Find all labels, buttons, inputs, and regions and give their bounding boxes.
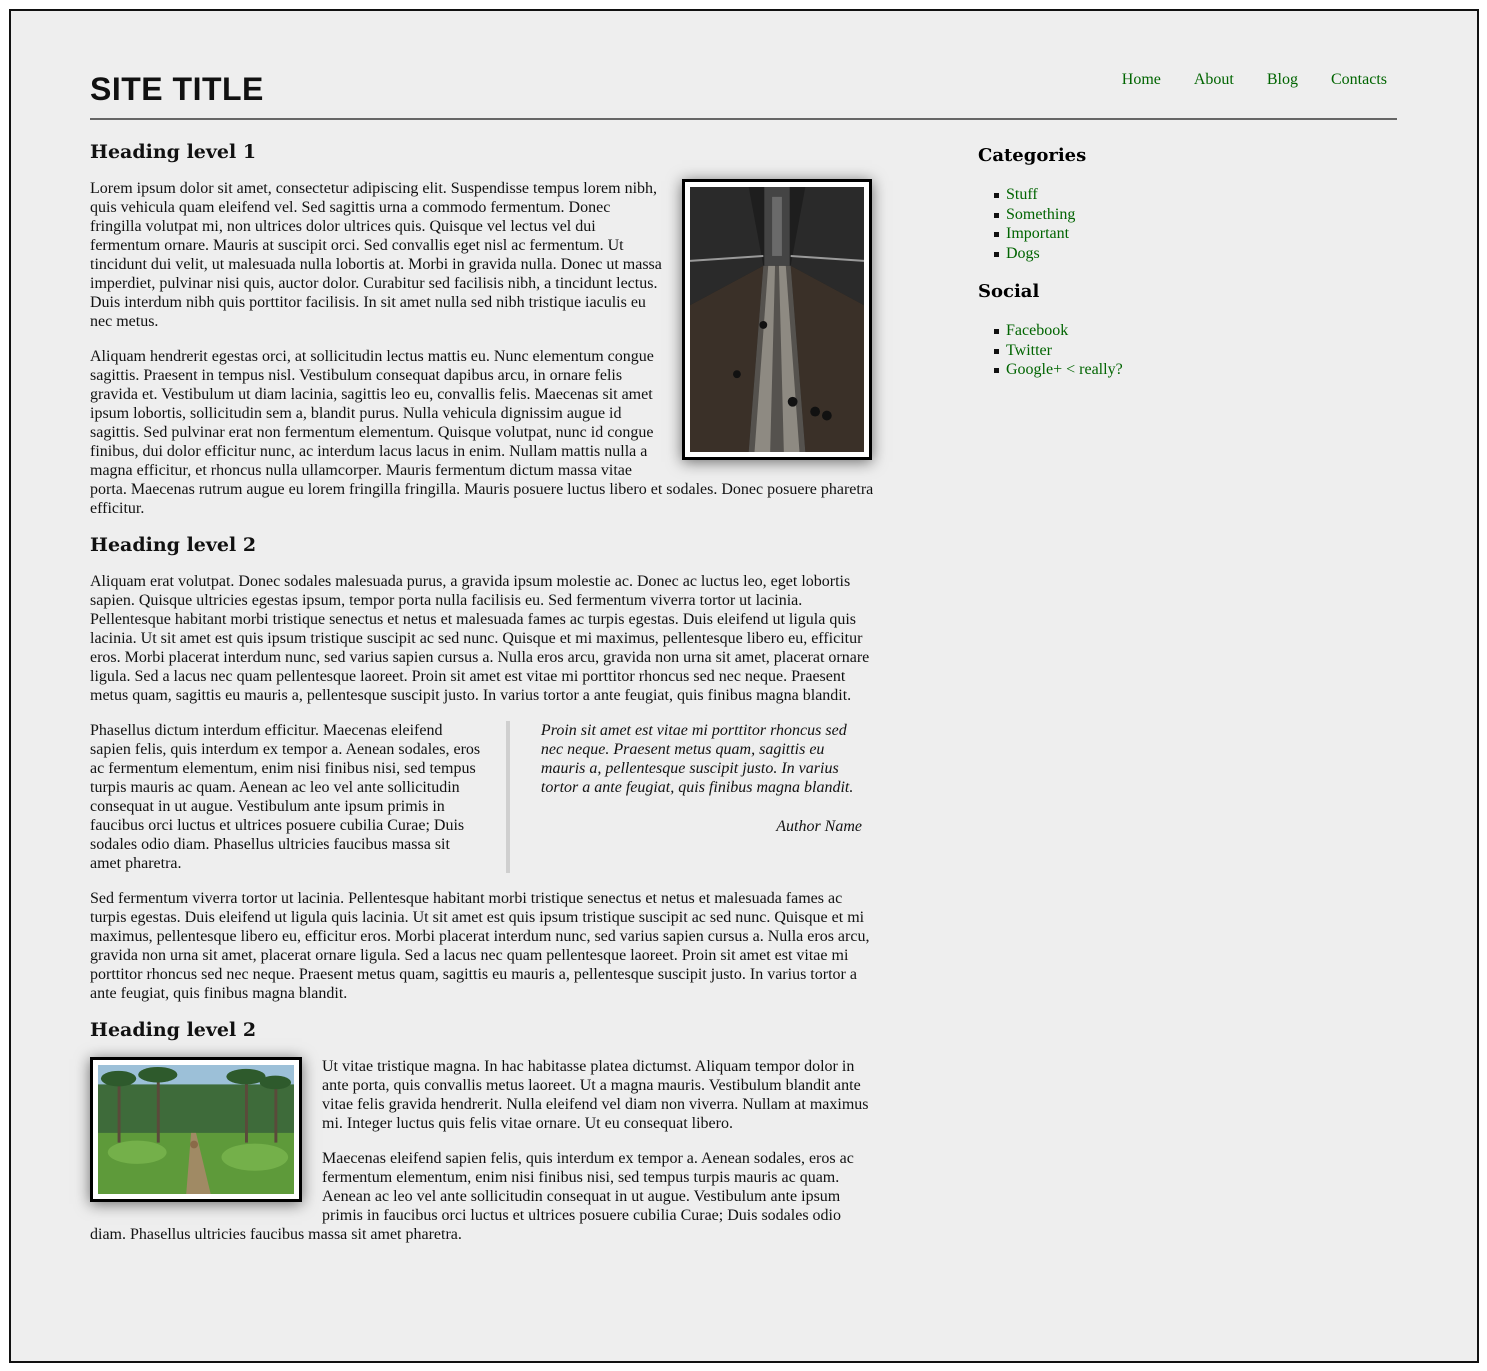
paragraph-4: Phasellus dictum interdum efficitur. Maecenas eleifend sapien felis, quis interdum ex tempor a. Aenean sodales, eros ac fermentum elementum, enim nisi finibus nisi, sed tempus turpis mauris ac quam. Aenean ac leo vel ante sollicitudin consequat in ut augue. Vestibulum ante ipsum primis in faucibus orci luctus et ultrices posuere cubilia Curae; Duis sodales odio diam. Phasellus ultricies faucibus massa sit amet pharetra. [90,722,481,872]
jungle-photo [90,1057,302,1202]
category-stuff[interactable]: Stuff [1006,186,1038,203]
social-twitter[interactable]: Twitter [1006,341,1052,359]
sidebar [978,145,1378,398]
heading-level-1: Heading level 1 [90,141,257,163]
jungle-image [98,1065,294,1194]
page-frame [9,9,1479,1363]
escalator-photo [682,179,872,460]
nav-blog[interactable]: Blog [1266,71,1298,88]
list-item [1006,360,1378,380]
paragraph-1: Lorem ipsum dolor sit amet, consectetur adipiscing elit. Suspendisse tempus lorem nibh, quis vehicula quam eleifend vel. Sed sagittis urna a commodo fermentum. Donec fringilla volutpat mi, non ultrices dolor ultrices quis. Quisque vel lectus vel dui fermentum ornare. Mauris at suscipit orci. Sed convallis eget nisl ac fermentum. Ut tincidunt dui velit, ut malesuada nulla lobortis at. Morbi in gravida nulla. Donec ut massa imperdiet, pulvinar nisi quis, auctor dolor. Curabitur sed facilisis nibh, a tincidunt lectus. Duis interdum nibh quis porttitor facilisis. In sit amet nulla sed nibh tristique iaculis eu nec metus. [90,180,662,330]
social-google-plus[interactable]: Google+ < really? [1006,361,1123,378]
paragraph-7: Maecenas eleifend sapien felis, quis interdum ex tempor a. Aenean sodales, eros ac fermentum elementum, enim nisi finibus nisi, sed tempus turpis mauris ac quam. Aenean ac leo vel ante sollicitudin consequat in ut augue. Vestibulum ante ipsum primis in faucibus orci luctus et ultrices posuere cubilia Curae; Duis sodales odio diam. Phasellus ultricies faucibus massa sit amet pharetra. [90,1150,854,1243]
social-facebook[interactable]: Facebook [1006,322,1069,339]
paragraph-2: Aliquam hendrerit egestas orci, at sollicitudin lectus mattis eu. Nunc elementum congue sagittis. Praesent in tempus nisl. Vestibulum consequat dapibus arcu, in ornare felis gravida et. Vestibulum ut diam lacinia, sagittis leo eu, convallis felis. Maecenas sit amet ipsum lobortis, sollicitudin sem a, blandit purus. Nulla vehicula dignissim augue id sagittis. Sed pulvinar erat non fermentum elementum. Quisque volutpat, nunc id congue finibus, dui dolor efficitur nunc, ac interdum lacus lacus in enim. Nullam mattis nulla a magna efficitur, et rhoncus nulla ullamcorper. Mauris fermentum dictum massa vitae porta. Maecenas rutrum augue eu lorem fringilla fringilla. Mauris posuere luctus libero et sodales. Donec posuere pharetra efficitur. [90,348,874,517]
quote-author: Author Name [776,818,862,835]
escalator-image [690,187,864,452]
two-column-section [90,721,874,873]
social-heading: Social [978,281,1040,302]
list-item [1006,205,1378,225]
paragraph-5: Sed fermentum viverra tortor ut lacinia. Pellentesque habitant morbi tristique senectus et netus et malesuada fames ac turpis egestas. Duis eleifend ut ligula quis lacinia. Ut sit amet est quis ipsum tristique suscipit ac sed nunc. Quisque et mi maximus, pellentesque libero eu, efficitur eros. Morbi placerat interdum nunc, sed varius sapien cursus a. Nulla eros arcu, gravida non urna sit amet, placerat ornare ligula. Sed a lacus nec quam pellentesque laoreet. Proin sit amet est vitae mi porttitor rhoncus sed nec neque. Praesent metus quam, sagittis eu mauris a, pellentesque suscipit justo. In varius tortor a ante feugiat, quis finibus magna blandit. [90,890,870,1002]
nav-home[interactable]: Home [1121,71,1161,88]
quote-text: Proin sit amet est vitae mi porttitor rhoncus sed nec neque. Praesent metus quam, sagittis eu mauris a, pellentesque suscipit justo. In varius tortor a ante feugiat, quis finibus magna blandit. [540,722,854,796]
list-item [1006,341,1378,361]
categories-heading: Categories [978,145,1087,166]
category-dogs[interactable]: Dogs [1006,244,1040,262]
social-list [978,321,1378,380]
list-item [1006,224,1378,244]
list-item [1006,321,1378,341]
main-nav [1122,71,1387,89]
heading-level-2b: Heading level 2 [90,1019,257,1041]
categories-list [978,185,1378,263]
list-item [1006,244,1378,264]
category-something[interactable]: Something [1006,205,1076,223]
nav-about[interactable]: About [1193,71,1234,88]
site-header [90,11,1397,120]
paragraph-6: Ut vitae tristique magna. In hac habitasse platea dictumst. Aliquam tempor dolor in ante porta, quis convallis metus laoreet. Ut a magna mauris. Vestibulum blandit ante vitae felis gravida hendrerit. Nulla eleifend vel diam non viverra. Nullam at maximus mi. Integer luctus quis felis vitae ornare. Ut eu consequat libero. [322,1058,869,1132]
page-container [90,11,1397,1243]
nav-contacts[interactable]: Contacts [1331,71,1387,88]
heading-level-2a: Heading level 2 [90,534,257,556]
site-title: SITE TITLE [90,71,264,107]
list-item [1006,185,1378,205]
category-important[interactable]: Important [1006,225,1070,242]
blockquote [506,721,874,873]
article [90,141,874,1260]
paragraph-3: Aliquam erat volutpat. Donec sodales malesuada purus, a gravida ipsum molestie ac. Donec ac luctus leo, eget lobortis sapien. Quisque ultricies egestas ipsum, tempor porta nulla facilisis eu. Sed fermentum viverra tortor ut lacinia. Pellentesque habitant morbi tristique senectus et netus et malesuada fames ac turpis egestas. Duis eleifend ut ligula quis lacinia. Ut sit amet est quis ipsum tristique suscipit ac sed nunc. Quisque et mi maximus, pellentesque libero eu, efficitur eros. Morbi placerat interdum nunc, sed varius sapien cursus a. Nulla eros arcu, gravida non urna sit amet, placerat ornare ligula. Sed a lacus nec quam pellentesque laoreet. Proin sit amet est vitae mi porttitor rhoncus sed nec neque. Praesent metus quam, sagittis eu mauris a, pellentesque suscipit justo. In varius tortor a ante feugiat, quis finibus magna blandit. [90,573,870,704]
